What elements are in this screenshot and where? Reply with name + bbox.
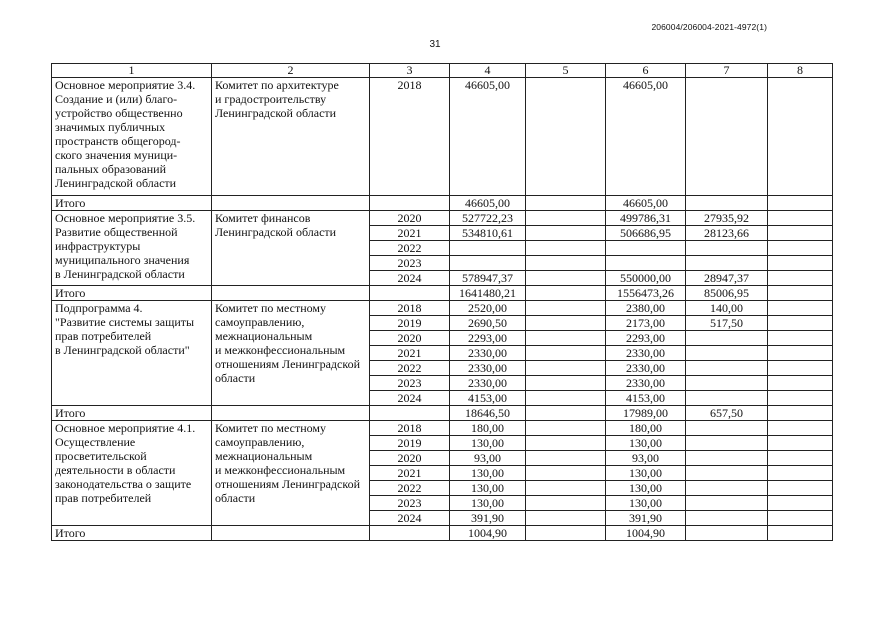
year-cell: 2021	[370, 346, 450, 361]
value-cell: 391,90	[606, 511, 686, 526]
empty-cell	[768, 226, 833, 241]
value-cell: 18646,50	[450, 406, 526, 421]
value-cell: 578947,37	[450, 271, 526, 286]
executor	[212, 211, 370, 286]
empty-cell	[768, 346, 833, 361]
empty-cell	[526, 346, 606, 361]
value-cell: 1004,90	[450, 526, 526, 541]
empty-cell	[768, 331, 833, 346]
col-header: 1	[52, 64, 212, 78]
empty-cell	[526, 466, 606, 481]
empty-cell	[768, 466, 833, 481]
empty-cell	[686, 481, 768, 496]
empty-cell	[526, 376, 606, 391]
year-cell: 2019	[370, 436, 450, 451]
value-cell: 2520,00	[450, 301, 526, 316]
col-header: 4	[450, 64, 526, 78]
value-cell: 46605,00	[606, 196, 686, 211]
empty-cell	[526, 271, 606, 286]
text-line: Комитет финансов	[215, 211, 311, 225]
total-row	[52, 406, 833, 421]
value-cell: 130,00	[450, 496, 526, 511]
total-label: Итого	[52, 406, 212, 421]
text-line: области	[215, 371, 256, 385]
col-header: 8	[768, 64, 833, 78]
empty-cell	[768, 256, 833, 271]
value-cell: 2330,00	[606, 346, 686, 361]
text-line: "Развитие системы защиты	[55, 315, 195, 329]
empty-cell	[686, 466, 768, 481]
year-cell: 2018	[370, 78, 450, 196]
text-line: значимых публичных	[55, 120, 166, 134]
value-cell: 180,00	[606, 421, 686, 436]
empty-cell	[768, 421, 833, 436]
text-line: пальных образований	[55, 162, 166, 176]
year-cell: 2024	[370, 271, 450, 286]
total-label: Итого	[52, 286, 212, 301]
value-cell	[686, 346, 768, 361]
value-cell: 130,00	[450, 481, 526, 496]
year-cell: 2018	[370, 421, 450, 436]
value-cell: 2330,00	[450, 376, 526, 391]
value-cell: 93,00	[450, 451, 526, 466]
header-row	[52, 64, 833, 78]
empty-cell	[768, 511, 833, 526]
year-cell: 2020	[370, 331, 450, 346]
executor	[212, 301, 370, 406]
text-line: инфраструктуры	[55, 239, 141, 253]
value-cell: 2173,00	[606, 316, 686, 331]
empty-cell	[526, 406, 606, 421]
text-line: прав потребителей	[55, 329, 152, 343]
value-cell: 46605,00	[450, 196, 526, 211]
text-line: области	[215, 491, 256, 505]
col-header: 2	[212, 64, 370, 78]
value-cell	[686, 376, 768, 391]
value-cell: 130,00	[606, 466, 686, 481]
empty-cell	[526, 526, 606, 541]
empty-cell	[686, 196, 768, 211]
text-line: муниципального значения	[55, 253, 190, 267]
total-row	[52, 526, 833, 541]
value-cell	[686, 391, 768, 406]
empty-cell	[686, 436, 768, 451]
value-cell: 2330,00	[450, 361, 526, 376]
total-label: Итого	[52, 196, 212, 211]
col-header: 3	[370, 64, 450, 78]
value-cell: 17989,00	[606, 406, 686, 421]
year-cell: 2023	[370, 496, 450, 511]
text-line: Основное мероприятие 3.4.	[55, 78, 196, 92]
value-cell: 130,00	[450, 436, 526, 451]
value-cell: 130,00	[606, 481, 686, 496]
empty-cell	[768, 406, 833, 421]
empty-cell	[526, 301, 606, 316]
value-cell: 499786,31	[606, 211, 686, 226]
year-cell: 2023	[370, 376, 450, 391]
empty-cell	[370, 406, 450, 421]
value-cell	[606, 241, 686, 256]
text-line: прав потребителей	[55, 491, 152, 505]
empty-cell	[768, 361, 833, 376]
empty-cell	[768, 316, 833, 331]
text-line: ского значения муници-	[55, 148, 178, 162]
empty-cell	[526, 511, 606, 526]
value-cell: 180,00	[450, 421, 526, 436]
value-cell	[450, 256, 526, 271]
empty-cell	[686, 451, 768, 466]
table-row	[52, 211, 833, 226]
col-header: 7	[686, 64, 768, 78]
table-row	[52, 78, 833, 196]
empty-cell	[526, 496, 606, 511]
empty-cell	[212, 286, 370, 301]
empty-cell	[370, 286, 450, 301]
total-label: Итого	[52, 526, 212, 541]
year-cell: 2018	[370, 301, 450, 316]
value-cell	[686, 78, 768, 196]
value-cell	[526, 78, 606, 196]
value-cell: 4153,00	[450, 391, 526, 406]
text-line: самоуправлению,	[215, 315, 305, 329]
year-cell: 2023	[370, 256, 450, 271]
empty-cell	[526, 481, 606, 496]
empty-cell	[768, 391, 833, 406]
empty-cell	[212, 526, 370, 541]
text-line: устройство общественно	[55, 106, 183, 120]
year-cell: 2021	[370, 226, 450, 241]
empty-cell	[212, 406, 370, 421]
empty-cell	[768, 496, 833, 511]
text-line: Ленинградской области	[215, 106, 337, 120]
empty-cell	[526, 286, 606, 301]
year-cell: 2022	[370, 361, 450, 376]
text-line: отношениям Ленинградской	[215, 357, 361, 371]
budget-table	[51, 63, 833, 541]
value-cell: 2293,00	[450, 331, 526, 346]
col-header: 5	[526, 64, 606, 78]
value-cell: 85006,95	[686, 286, 768, 301]
value-cell: 2330,00	[606, 376, 686, 391]
value-cell: 534810,61	[450, 226, 526, 241]
activity-name	[52, 421, 212, 526]
value-cell: 130,00	[606, 496, 686, 511]
value-cell: 550000,00	[606, 271, 686, 286]
value-cell: 28947,37	[686, 271, 768, 286]
text-line: просветительской	[55, 449, 147, 463]
table-row	[52, 421, 833, 436]
empty-cell	[768, 436, 833, 451]
text-line: Ленинградской области	[215, 225, 337, 239]
year-cell: 2019	[370, 316, 450, 331]
document-id: 206004/206004-2021-4972(1)	[651, 22, 767, 32]
executor	[212, 78, 370, 196]
empty-cell	[526, 256, 606, 271]
text-line: деятельности в области	[55, 463, 176, 477]
value-cell: 28123,66	[686, 226, 768, 241]
value-cell	[450, 241, 526, 256]
text-line: Основное мероприятие 3.5.	[55, 211, 196, 225]
executor	[212, 421, 370, 526]
year-cell: 2022	[370, 241, 450, 256]
empty-cell	[768, 271, 833, 286]
year-cell: 2020	[370, 211, 450, 226]
empty-cell	[686, 496, 768, 511]
empty-cell	[526, 451, 606, 466]
col-header: 6	[606, 64, 686, 78]
value-cell: 2330,00	[606, 361, 686, 376]
text-line: Создание и (или) благо-	[55, 92, 178, 106]
table-row	[52, 301, 833, 316]
activity-name	[52, 78, 212, 196]
value-cell: 1004,90	[606, 526, 686, 541]
empty-cell	[370, 196, 450, 211]
value-cell: 2380,00	[606, 301, 686, 316]
value-cell	[686, 241, 768, 256]
text-line: Подпрограмма 4.	[55, 301, 143, 315]
text-line: межнациональным	[215, 329, 313, 343]
year-cell: 2021	[370, 466, 450, 481]
total-row	[52, 196, 833, 211]
text-line: Комитет по местному	[215, 301, 327, 315]
text-line: в Ленинградской области	[55, 267, 185, 281]
empty-cell	[526, 436, 606, 451]
text-line: и межконфессиональным	[215, 463, 346, 477]
activity-name	[52, 211, 212, 286]
value-cell: 27935,92	[686, 211, 768, 226]
text-line: отношениям Ленинградской	[215, 477, 361, 491]
value-cell: 2690,50	[450, 316, 526, 331]
value-cell: 4153,00	[606, 391, 686, 406]
empty-cell	[768, 376, 833, 391]
page-number: 31	[429, 39, 441, 50]
value-cell: 93,00	[606, 451, 686, 466]
empty-cell	[768, 286, 833, 301]
value-cell: 527722,23	[450, 211, 526, 226]
empty-cell	[212, 196, 370, 211]
empty-cell	[768, 301, 833, 316]
value-cell: 130,00	[450, 466, 526, 481]
value-cell: 1556473,26	[606, 286, 686, 301]
empty-cell	[526, 316, 606, 331]
empty-cell	[526, 241, 606, 256]
empty-cell	[526, 226, 606, 241]
empty-cell	[686, 421, 768, 436]
total-row	[52, 286, 833, 301]
text-line: Комитет по местному	[215, 421, 327, 435]
text-line: Ленинградской области	[55, 176, 177, 190]
value-cell: 1641480,21	[450, 286, 526, 301]
value-cell: 46605,00	[606, 78, 686, 196]
text-line: межнациональным	[215, 449, 313, 463]
empty-cell	[526, 421, 606, 436]
text-line: самоуправлению,	[215, 435, 305, 449]
empty-cell	[526, 391, 606, 406]
empty-cell	[768, 241, 833, 256]
empty-cell	[526, 196, 606, 211]
empty-cell	[526, 331, 606, 346]
value-cell: 517,50	[686, 316, 768, 331]
value-cell	[686, 361, 768, 376]
value-cell: 140,00	[686, 301, 768, 316]
value-cell	[686, 331, 768, 346]
year-cell: 2024	[370, 511, 450, 526]
text-line: пространств общегород-	[55, 134, 181, 148]
text-line: Комитет по архитектуре	[215, 78, 339, 92]
empty-cell	[768, 481, 833, 496]
empty-cell	[370, 526, 450, 541]
year-cell: 2020	[370, 451, 450, 466]
year-cell: 2024	[370, 391, 450, 406]
value-cell: 46605,00	[450, 78, 526, 196]
text-line: Основное мероприятие 4.1.	[55, 421, 196, 435]
text-line: и межконфессиональным	[215, 343, 346, 357]
value-cell: 2330,00	[450, 346, 526, 361]
year-cell: 2022	[370, 481, 450, 496]
text-line: Развитие общественной	[55, 225, 178, 239]
value-cell: 506686,95	[606, 226, 686, 241]
value-cell: 657,50	[686, 406, 768, 421]
empty-cell	[526, 361, 606, 376]
text-line: в Ленинградской области"	[55, 343, 190, 357]
empty-cell	[686, 526, 768, 541]
value-cell	[686, 256, 768, 271]
value-cell	[606, 256, 686, 271]
value-cell: 391,90	[450, 511, 526, 526]
value-cell: 130,00	[606, 436, 686, 451]
value-cell	[768, 78, 833, 196]
empty-cell	[686, 511, 768, 526]
empty-cell	[768, 196, 833, 211]
text-line: и градостроительству	[215, 92, 327, 106]
text-line: законодательства о защите	[55, 477, 192, 491]
empty-cell	[768, 451, 833, 466]
empty-cell	[526, 211, 606, 226]
value-cell: 2293,00	[606, 331, 686, 346]
empty-cell	[768, 211, 833, 226]
text-line: Осуществление	[55, 435, 136, 449]
activity-name	[52, 301, 212, 406]
empty-cell	[768, 526, 833, 541]
